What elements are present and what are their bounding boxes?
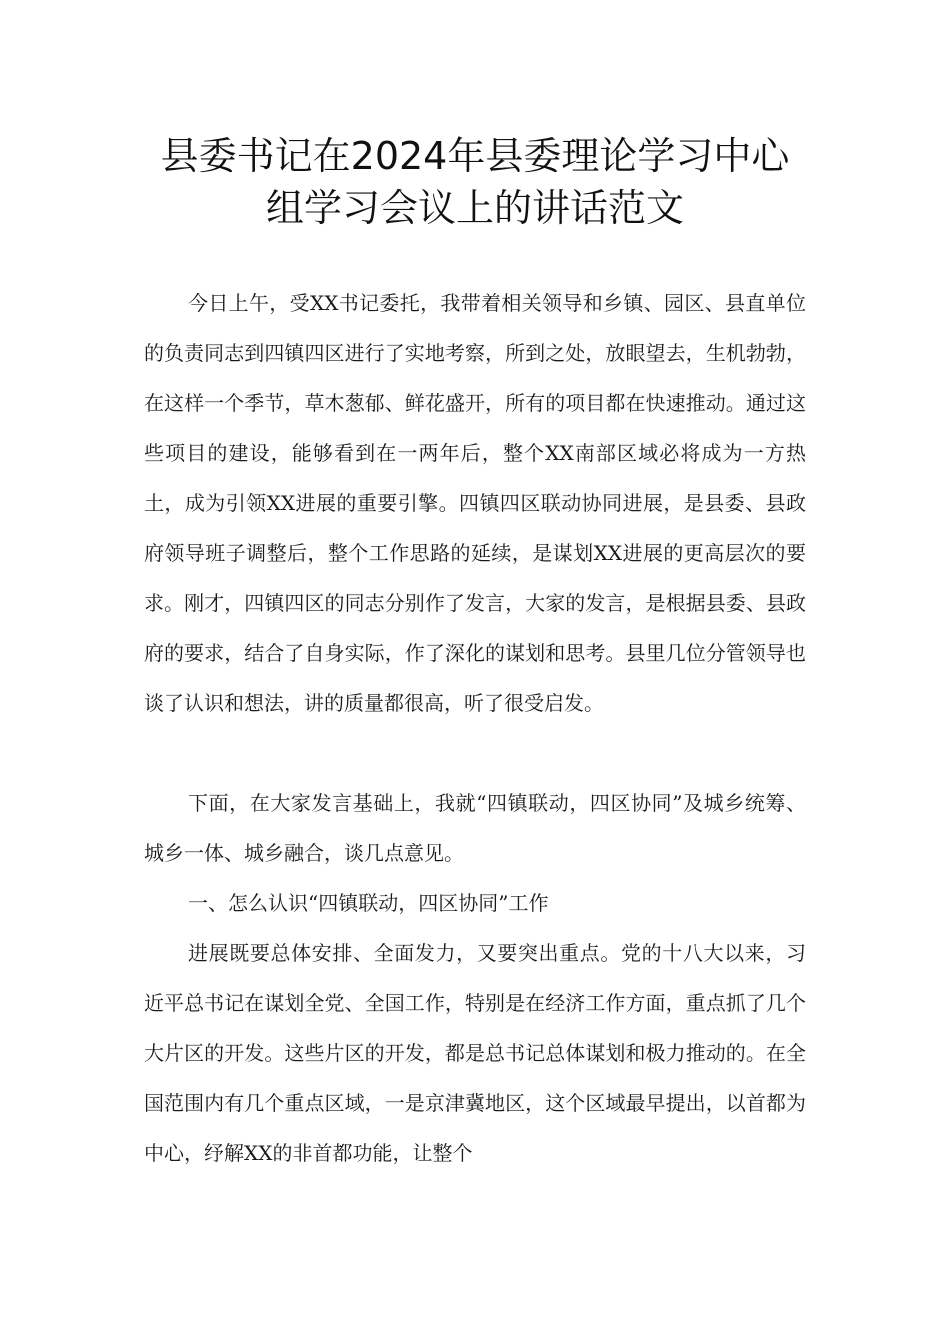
- section-heading-1: 一、怎么认识“四镇联动，四区协同”工作: [188, 891, 549, 915]
- paragraph-1: 今日上午，受XX书记委托，我带着相关领导和乡镇、园区、县直单位的负责同志到四镇四区进行了实地考察，所到之处，放眼望去，生机勃勃，在这样一个季节，草木葱郁、鲜花盛开，所有的项目都在快速推动。通过这些项目的建设，能够看到在一两年后，整个XX南部区域必将成为一方热土，成为引领XX进展的重要引擎。四镇四区联动协同进展，是县委、县政府领导班子调整后，整个工作思路的延续，是谋划XX进展的更高层次的要求。刚才，四镇四区的同志分别作了发言，大家的发言，是根据县委、县政府的要求，结合了自身实际，作了深化的谋划和思考。县里几位分管领导也谈了认识和想法，讲的质量都很高，听了很受启发。: [144, 291, 806, 715]
- document-body: [144, 278, 806, 1178]
- document-title-line-2: 组学习会议上的讲话范文: [265, 186, 684, 230]
- paragraph-2: 下面，在大家发言基础上，我就“四镇联动，四区协同”及城乡统筹、城乡一体、城乡融合，谈几点意见。: [144, 791, 806, 865]
- paragraph-3: 进展既要总体安排、全面发力，又要突出重点。党的十八大以来，习近平总书记在谋划全党、全国工作，特别是在经济工作方面，重点抓了几个大片区的开发。这些片区的开发，都是总书记总体谋划和极力推动的。在全国范围内有几个重点区域，一是京津冀地区，这个区域最早提出，以首都为中心，纾解XX的非首都功能，让整个: [144, 941, 806, 1165]
- paragraph-gap: [144, 728, 806, 778]
- document-title-line-1: 县委书记在2024年县委理论学习中心: [160, 134, 790, 178]
